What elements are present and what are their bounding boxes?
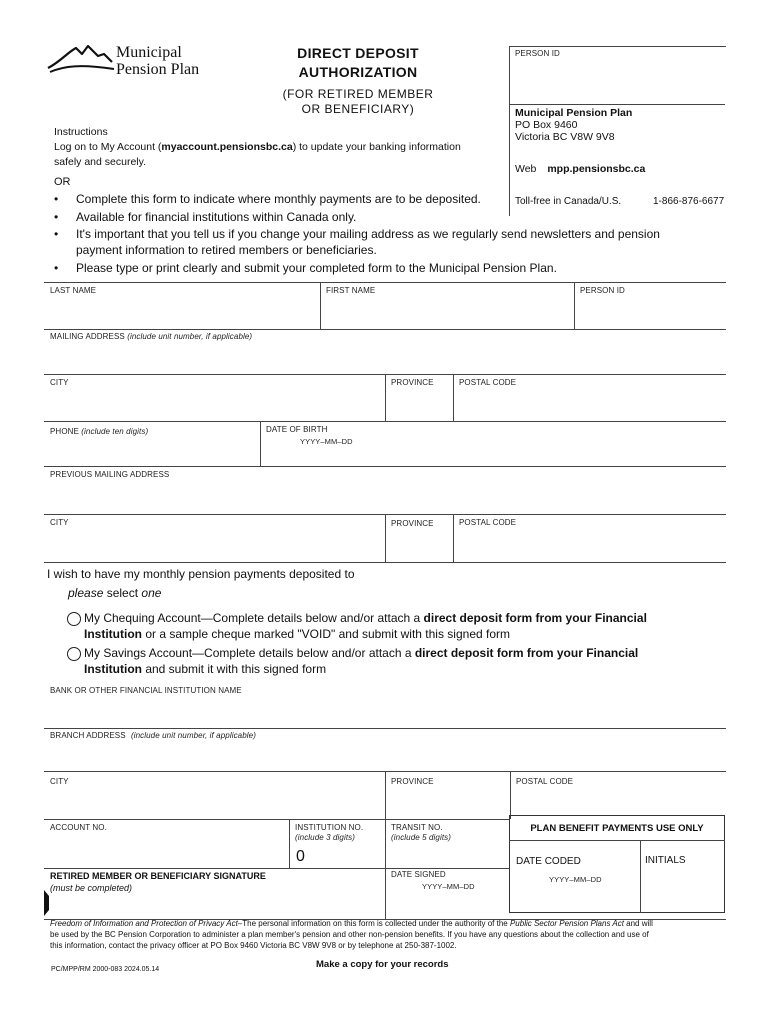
form-title-line2: AUTHORIZATION [298, 64, 418, 80]
copy-note: Make a copy for your records [316, 959, 449, 970]
first-name-input[interactable] [326, 300, 570, 324]
instructions-heading: Instructions [54, 126, 108, 138]
form-subtitle-line1: (FOR RETIRED MEMBER [282, 87, 434, 101]
signature-field[interactable] [50, 895, 380, 917]
date-signed-input[interactable] [391, 895, 505, 915]
privacy-notice: Freedom of Information and Protection of Privacy Act–The personal information on this form is collected under the authority of the Public Sector Pension Plans Act and will be used by the BC Pension Corporation to administer a plan member's pension and other non-pension benefits. If you have any questions about the collection and use of this information, contact the privacy officer at PO Box 9460 Victoria BC V8W 9V8 or by telephone at 250-387-1002. [50, 919, 653, 950]
bank-city-label: CITY [50, 777, 69, 786]
date-coded-label: DATE CODED [516, 856, 581, 867]
phone-input[interactable] [50, 442, 255, 462]
select-one-instruction: please select one [68, 586, 162, 600]
branch-address-note: (include unit number, if applicable) [130, 731, 256, 740]
instructions-line2: safely and securely. [54, 156, 147, 168]
bank-province-input[interactable] [391, 792, 505, 816]
previous-mailing-address-label: PREVIOUS MAILING ADDRESS [50, 470, 170, 479]
date-of-birth-input[interactable] [266, 446, 721, 464]
dob-format-hint: YYYY–MM–DD [300, 437, 353, 446]
previous-city-label: CITY [50, 518, 69, 527]
previous-mailing-address-input[interactable] [50, 486, 720, 510]
bank-postal-code-label: POSTAL CODE [516, 777, 574, 786]
institution-name-input[interactable] [50, 702, 720, 724]
chequing-text: My Chequing Account—Complete details below and/or attach a [84, 611, 424, 625]
chequing-institution-text: Institution [84, 627, 142, 641]
bank-postal-code-input[interactable] [516, 792, 720, 816]
deposit-intro: I wish to have my monthly pension payments deposited to [47, 567, 355, 581]
previous-province-label: PROVINCE [391, 519, 434, 528]
postal-code-label: POSTAL CODE [459, 378, 517, 387]
institution-name-label: BANK OR OTHER FINANCIAL INSTITUTION NAME [50, 686, 242, 695]
chequing-option[interactable] [84, 610, 724, 642]
plan-name: Municipal Pension Plan [515, 107, 633, 119]
bank-province-label: PROVINCE [391, 777, 434, 786]
signature-note: (must be completed) [50, 883, 133, 893]
previous-city-input[interactable] [50, 534, 380, 558]
bullet-item: • Please type or print clearly and submit your completed form to the Municipal Pension Plan. [54, 261, 557, 275]
mailing-address-note: (include unit number, if applicable) [127, 332, 253, 341]
first-name-label: FIRST NAME [326, 286, 376, 295]
person-id-field-label: PERSON ID [580, 286, 625, 295]
initials-label: INITIALS [645, 855, 686, 866]
person-id-input[interactable] [580, 300, 722, 324]
bullet-item: • It's important that you tell us if you change your mailing address as we regularly send newsletters and pension [54, 227, 660, 241]
mailing-address-input[interactable] [50, 348, 720, 372]
bullet-item: • Available for financial institutions within Canada only. [54, 210, 357, 224]
mountain-logo-icon [46, 42, 116, 74]
tollfree-label: Toll-free in Canada/U.S. [515, 196, 622, 207]
instructions-line1 [54, 140, 504, 155]
phone-label: PHONE [50, 427, 79, 436]
instructions-or: OR [54, 176, 71, 188]
transit-no-note: (include 5 digits) [391, 833, 452, 842]
last-name-label: LAST NAME [50, 286, 97, 295]
web-link[interactable]: mpp.pensionsbc.ca [547, 163, 646, 175]
city-input[interactable] [50, 394, 380, 418]
account-no-label: ACCOUNT NO. [50, 823, 107, 832]
chequing-bold-text: direct deposit form from your Financial [423, 611, 647, 625]
plan-use-only-title: PLAN BENEFIT PAYMENTS USE ONLY [530, 823, 704, 834]
date-signed-format-hint: YYYY–MM–DD [422, 882, 475, 891]
bullet-item-continued: payment information to retired members or beneficiaries. [76, 243, 377, 257]
branch-address-label: BRANCH ADDRESS [50, 731, 126, 740]
savings-text: My Savings Account—Complete details below and/or attach a [84, 646, 415, 660]
institution-no-label: INSTITUTION NO. [295, 823, 364, 832]
form-title-line1: DIRECT DEPOSIT [297, 45, 419, 61]
province-label: PROVINCE [391, 378, 434, 387]
org-name-line2: Pension Plan [116, 61, 200, 78]
plan-address-line1: PO Box 9460 [515, 119, 578, 131]
branch-address-input[interactable] [50, 746, 720, 768]
my-account-link[interactable]: myaccount.pensionsbc.ca [161, 141, 293, 153]
date-signed-label: DATE SIGNED [391, 870, 446, 879]
savings-bold-text: direct deposit form from your Financial [414, 646, 639, 660]
instructions-line1-post: ) to update your banking information [292, 141, 461, 153]
province-input[interactable] [391, 394, 449, 418]
city-label: CITY [50, 378, 69, 387]
postal-code-input[interactable] [459, 394, 721, 418]
signature-marker-icon [44, 890, 50, 916]
form-code: PC/MPP/RM 2000-083 2024.05.14 [51, 966, 160, 973]
web-label: Web [515, 163, 537, 175]
signature-label: RETIRED MEMBER OR BENEFICIARY SIGNATURE [50, 871, 266, 881]
chequing-radio[interactable] [67, 612, 81, 626]
previous-province-input[interactable] [391, 534, 449, 558]
transit-no-label: TRANSIT NO. [391, 823, 443, 832]
org-logo [46, 42, 216, 78]
org-name-line1: Municipal [116, 44, 182, 61]
date-of-birth-label: DATE OF BIRTH [266, 425, 328, 434]
previous-postal-code-label: POSTAL CODE [459, 518, 517, 527]
savings-radio[interactable] [67, 647, 81, 661]
bullet-item: • Complete this form to indicate where monthly payments are to be deposited. [54, 192, 481, 206]
savings-submit-text: and submit it with this signed form [141, 662, 327, 676]
savings-option[interactable] [84, 645, 724, 677]
account-no-input[interactable] [50, 840, 284, 864]
tollfree-number: 1-866-876-6677 [653, 196, 725, 207]
institution-no-value[interactable]: 0 [296, 848, 305, 865]
person-id-label: PERSON ID [515, 49, 560, 58]
savings-institution-text: Institution [84, 662, 142, 676]
phone-note: (include ten digits) [81, 427, 149, 436]
last-name-input[interactable] [50, 300, 316, 324]
date-coded-format-hint: YYYY–MM–DD [549, 875, 602, 884]
form-subtitle-line2: OR BENEFICIARY) [301, 102, 415, 116]
instructions-line1-pre: Log on to My Account ( [54, 141, 162, 153]
mailing-address-label: MAILING ADDRESS [50, 332, 125, 341]
chequing-void-text: or a sample cheque marked "VOID" and submit with this signed form [141, 627, 510, 641]
bank-city-input[interactable] [50, 792, 380, 816]
transit-no-input[interactable] [391, 842, 505, 864]
previous-postal-code-input[interactable] [459, 534, 721, 558]
plan-address-line2: Victoria BC V8W 9V8 [515, 131, 615, 143]
institution-no-note: (include 3 digits) [295, 833, 356, 842]
